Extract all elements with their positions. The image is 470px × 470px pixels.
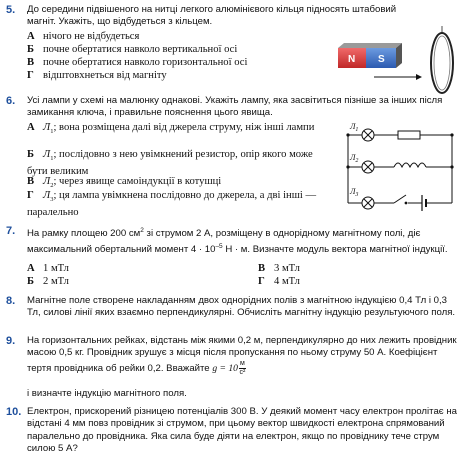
option-text: нічого не відбудеться xyxy=(43,31,140,42)
lamp-1-label: $Л_1$ xyxy=(350,123,359,133)
g-formula: g = 10 xyxy=(212,362,238,374)
option-letter: Г xyxy=(27,190,34,201)
lamp-index: 2 xyxy=(50,182,54,190)
question-text: До середини підвішеного на нитці легкого алюмінієвого кільця підносять штабовий магніт. Укажіть, що відбудеться з кільцем. xyxy=(27,4,397,28)
question-text: Магнітне поле створене накладанням двох однорідних полів з магнітною індукцією 0,4 Тл і 0,3 Тл, силові лінії яких взаємно перпендикулярні. Обчисліть магнітну індукцію результуючого поля. xyxy=(27,295,456,319)
option-a[interactable] xyxy=(27,122,327,139)
coil-icon xyxy=(394,163,426,167)
option-letter: Г xyxy=(258,276,265,287)
ring-icon xyxy=(431,26,453,93)
resistor-icon xyxy=(398,131,420,139)
option-a[interactable] xyxy=(27,263,69,276)
option-d[interactable] xyxy=(258,276,300,289)
circuit-diagram xyxy=(342,123,466,215)
question-number: 6. xyxy=(6,95,16,107)
question-text: Усі лампи у схемі на малюнку однакові. Укажіть лампу, яка засвітиться пізніше за інших після замикання ключа, і правильне пояснення цього явища. xyxy=(27,95,443,119)
option-b[interactable] xyxy=(27,149,327,178)
arrow-icon xyxy=(374,74,422,80)
question-number: 8. xyxy=(6,295,16,307)
lamp-1-icon xyxy=(362,129,374,141)
lamp-index: 1 xyxy=(50,155,54,163)
option-text: відштовхнеться від магніту xyxy=(43,70,167,81)
lamp-index: 3 xyxy=(50,196,54,204)
lamp-3-icon xyxy=(362,197,374,209)
option-text: ; вона розміщена далі від джерела струму, ніж інші лампи xyxy=(53,122,315,133)
option-text: 1 мТл xyxy=(43,263,69,274)
option-letter: Б xyxy=(27,149,35,160)
magnet-ring-figure xyxy=(330,26,466,94)
option-text: ; ця лампа увімкнена послідовно до джерела, а дві інші — паралельно xyxy=(27,190,317,218)
question-number: 7. xyxy=(6,225,16,237)
option-letter: Б xyxy=(27,276,35,287)
option-a[interactable] xyxy=(27,31,139,44)
option-text: 2 мТл xyxy=(43,276,69,287)
lamp-index: 1 xyxy=(50,128,54,136)
option-letter: А xyxy=(27,31,35,42)
question-number: 5. xyxy=(6,4,16,16)
lamp-2-label: $Л_2$ xyxy=(350,153,359,164)
option-letter: Г xyxy=(27,70,34,81)
question-number: 9. xyxy=(6,335,16,347)
lamp-label: Л xyxy=(43,190,51,201)
pole-s-label: S xyxy=(378,54,385,65)
question-text-end: і визначте індукцію магнітного поля. xyxy=(27,388,187,399)
option-letter: В xyxy=(27,176,35,187)
option-text: почне обертатися навколо горизонтальної осі xyxy=(43,57,248,68)
option-text: 3 мТл xyxy=(274,263,300,274)
question-text: Електрон, прискорений різницею потенціалів 300 В. У деякий момент часу електрон пролітає на відстані 4 мм повз провідник зі струмом, при цьому вектор швидкості електрона спрямований паралельно до провідника. Яка сила буде діяти на електрон, якщо по провіднику тече струм силою 5 А? xyxy=(27,406,457,455)
g-units-fraction: $\frac{м}{\text{с²}}$ xyxy=(239,359,246,376)
lamp-label: Л xyxy=(43,122,51,133)
option-text: 4 мТл xyxy=(274,276,300,287)
switch-icon xyxy=(394,195,406,203)
question-number: 10. xyxy=(6,406,22,418)
bar-magnet xyxy=(338,43,402,68)
lamp-3-label: $Л_3$ xyxy=(350,187,359,198)
option-c[interactable] xyxy=(27,57,247,70)
option-d[interactable] xyxy=(27,190,327,219)
lamp-2-icon xyxy=(362,161,374,173)
question-text: На рамку площею 200 $см^2$ зі струмом 2 А, розміщену в однорідному магнітному полі, діє максимальний обертальний момент $4 \cdot 10^{-5}$ Н · м. Визначте модуль вектора магнітної індукції. xyxy=(27,227,448,255)
option-letter: В xyxy=(258,263,266,274)
pole-n-label: N xyxy=(348,54,356,65)
lamp-label: Л xyxy=(43,149,51,160)
option-b[interactable] xyxy=(27,44,237,57)
option-text: ; послідовно з нею увімкнений резистор, опір якого може бути великим xyxy=(27,149,313,177)
option-letter: А xyxy=(27,122,35,133)
option-b[interactable] xyxy=(27,276,69,289)
option-letter: А xyxy=(27,263,35,274)
option-letter: Б xyxy=(27,44,35,55)
option-letter: В xyxy=(27,57,35,68)
option-text: почне обертатися навколо вертикальної осі xyxy=(43,44,238,55)
option-text: ; через явище самоіндукції в котушці xyxy=(53,176,222,187)
option-d[interactable] xyxy=(27,70,167,83)
question-text: На горизонтальних рейках, відстань між якими 0,2 м, перпендикулярно до них лежить провідник масою 0,5 кг. Провідник зрушує з місця після пропускання по ньому струму 50 А. Коефіцієнт тертя провідника об рейки 0,2. Вважайте g = 10 $\frac{м}{\text{с²}}$ xyxy=(27,335,457,376)
lamp-label: Л xyxy=(43,176,51,187)
option-c[interactable] xyxy=(258,263,300,276)
